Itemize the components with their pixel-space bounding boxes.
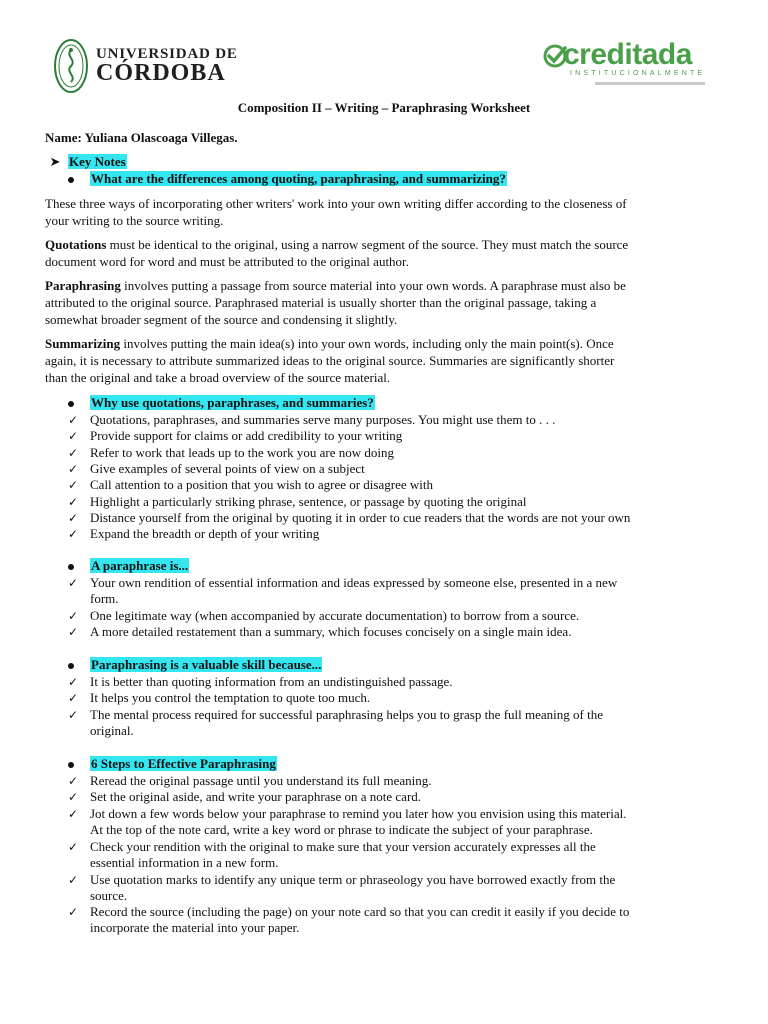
list-item: Refer to work that leads up to the work you are now doing bbox=[90, 444, 394, 460]
quotations-line: document word for word and must be attributed to the original author. bbox=[45, 254, 409, 269]
list-item: Set the original aside, and write your paraphrase on a note card. bbox=[90, 789, 422, 804]
checkmark-icon: ✓ bbox=[68, 461, 79, 476]
list-item: Use quotation marks to identify any unique term or phraseology you have borrowed exactly from the bbox=[90, 872, 616, 887]
checkmark-icon: ✓ bbox=[68, 445, 79, 460]
intro-line: your writing to the source writing. bbox=[45, 213, 224, 228]
checkmark-icon: ✓ bbox=[68, 873, 79, 887]
checkmark-icon: ✓ bbox=[68, 905, 79, 919]
checkmark-icon: ✓ bbox=[68, 413, 79, 427]
list-item: Quotations, paraphrases, and summaries serve many purposes. You might use them to . . . bbox=[90, 412, 556, 427]
university-seal-icon bbox=[53, 38, 89, 94]
bullet-dot-icon bbox=[68, 401, 74, 407]
checkmark-icon: ✓ bbox=[68, 494, 79, 509]
paraphrasing-text: involves putting a passage from source material into your own words. A paraphrase must also be bbox=[120, 278, 626, 293]
university-name-line2: CÓRDOBA bbox=[96, 60, 226, 86]
list-item: Your own rendition of essential information and ideas expressed by someone else, presented in a new bbox=[90, 575, 618, 590]
accreditation-logo-subtitle: INSTITUCIONALMENTE bbox=[570, 70, 706, 77]
key-notes-heading: Key Notes bbox=[69, 154, 126, 169]
list-item: Provide support for claims or add credibility to your writing bbox=[90, 428, 403, 444]
list-item: A more detailed restatement than a summary, which focuses concisely on a single main idea. bbox=[90, 624, 572, 639]
list-item: Reread the original passage until you understand its full meaning. bbox=[90, 773, 432, 788]
why-use-heading: Why use quotations, paraphrases, and summaries? bbox=[91, 395, 374, 410]
list-item: Jot down a few words below your paraphrase to remind you later how you envision using this material. bbox=[90, 806, 627, 821]
paraphrasing-line bbox=[45, 278, 725, 295]
bullet-dot-icon bbox=[68, 177, 74, 183]
list-item-continuation: essential information in a new form. bbox=[90, 855, 279, 870]
list-item-continuation: source. bbox=[90, 888, 128, 903]
summarizing-line bbox=[45, 336, 725, 353]
summarizing-line: again, it is necessary to attribute summarized ideas to the original source. Summaries are significantly shorter bbox=[45, 353, 615, 368]
list-item: Highlight a particularly striking phrase, sentence, or passage by quoting the original bbox=[90, 493, 527, 509]
checkmark-icon: ✓ bbox=[68, 576, 79, 590]
arrow-bullet-icon: ➤ bbox=[49, 154, 61, 169]
checkmark-icon: ✓ bbox=[68, 510, 79, 525]
intro-line: These three ways of incorporating other writers' work into your own writing differ according to the closeness of bbox=[45, 196, 627, 211]
list-item: It helps you control the temptation to quote too much. bbox=[90, 690, 371, 705]
checkmark-icon: ✓ bbox=[68, 429, 79, 444]
checkmark-icon: ✓ bbox=[68, 807, 79, 821]
accreditation-fine-print bbox=[595, 82, 705, 85]
paraphrasing-line: attributed to the original source. Paraphrased material is usually shorter than the original passage, taking a bbox=[45, 295, 597, 310]
bullet-dot-icon bbox=[68, 663, 74, 669]
list-item: The mental process required for successful paraphrasing helps you to grasp the full meaning of the bbox=[90, 707, 603, 722]
university-name-line1: UNIVERSIDAD DE bbox=[96, 46, 238, 62]
list-item-continuation: form. bbox=[90, 591, 119, 606]
list-item-continuation: incorporate the material into your paper. bbox=[90, 920, 300, 935]
list-item: Distance yourself from the original by quoting it in order to cue readers that the words are not your own bbox=[90, 509, 631, 525]
valuable-skill-heading: Paraphrasing is a valuable skill because... bbox=[91, 657, 322, 672]
paraphrasing-term: Paraphrasing bbox=[45, 278, 121, 293]
checkmark-icon: ✓ bbox=[68, 609, 79, 623]
checkmark-icon: ✓ bbox=[68, 675, 79, 689]
checkmark-icon: ✓ bbox=[68, 625, 79, 639]
list-item: One legitimate way (when accompanied by accurate documentation) to borrow from a source. bbox=[90, 608, 580, 623]
summarizing-line: than the original and take a broad overview of the source material. bbox=[45, 370, 391, 385]
paraphrase-is-heading: A paraphrase is... bbox=[91, 558, 189, 573]
document-title: Composition II – Writing – Paraphrasing Worksheet bbox=[237, 100, 531, 115]
quotations-line bbox=[45, 237, 725, 254]
checkmark-icon: ✓ bbox=[68, 790, 79, 804]
list-item: Give examples of several points of view on a subject bbox=[90, 460, 365, 476]
list-item: Record the source (including the page) on your note card so that you can credit it easily if you decide to bbox=[90, 904, 630, 919]
checkmark-icon: ✓ bbox=[68, 708, 79, 722]
checkmark-icon: ✓ bbox=[68, 478, 79, 493]
bullet-dot-icon bbox=[68, 762, 74, 768]
checkmark-icon: ✓ bbox=[68, 774, 79, 788]
bullet-dot-icon bbox=[68, 564, 74, 570]
list-item-continuation: original. bbox=[90, 723, 134, 738]
accreditation-logo-word: creditada bbox=[563, 38, 692, 71]
list-item: Check your rendition with the original to make sure that your version accurately expresses all the bbox=[90, 839, 596, 854]
list-item-continuation: At the top of the note card, write a key word or phrase to indicate the subject of your paraphrase. bbox=[90, 822, 593, 837]
steps-heading: 6 Steps to Effective Paraphrasing bbox=[91, 756, 276, 771]
student-name: Name: Yuliana Olascoaga Villegas. bbox=[45, 130, 238, 145]
list-item: It is better than quoting information from an undistinguished passage. bbox=[90, 674, 453, 689]
checkmark-icon: ✓ bbox=[68, 527, 79, 542]
paraphrasing-line: somewhat broader segment of the source and condensing it slightly. bbox=[45, 312, 398, 327]
summarizing-text: involves putting the main idea(s) into your own words, including only the main point(s). Once bbox=[120, 336, 614, 351]
checkmark-icon: ✓ bbox=[68, 691, 79, 705]
summarizing-term: Summarizing bbox=[45, 336, 121, 351]
quotations-text: must be identical to the original, using a narrow segment of the source. They must match the source bbox=[106, 237, 629, 252]
checkmark-icon: ✓ bbox=[68, 840, 79, 854]
list-item: Expand the breadth or depth of your writing bbox=[90, 526, 320, 542]
quotations-term: Quotations bbox=[45, 237, 107, 252]
list-item: Call attention to a position that you wish to agree or disagree with bbox=[90, 477, 433, 493]
differences-question: What are the differences among quoting, paraphrasing, and summarizing? bbox=[91, 171, 506, 186]
